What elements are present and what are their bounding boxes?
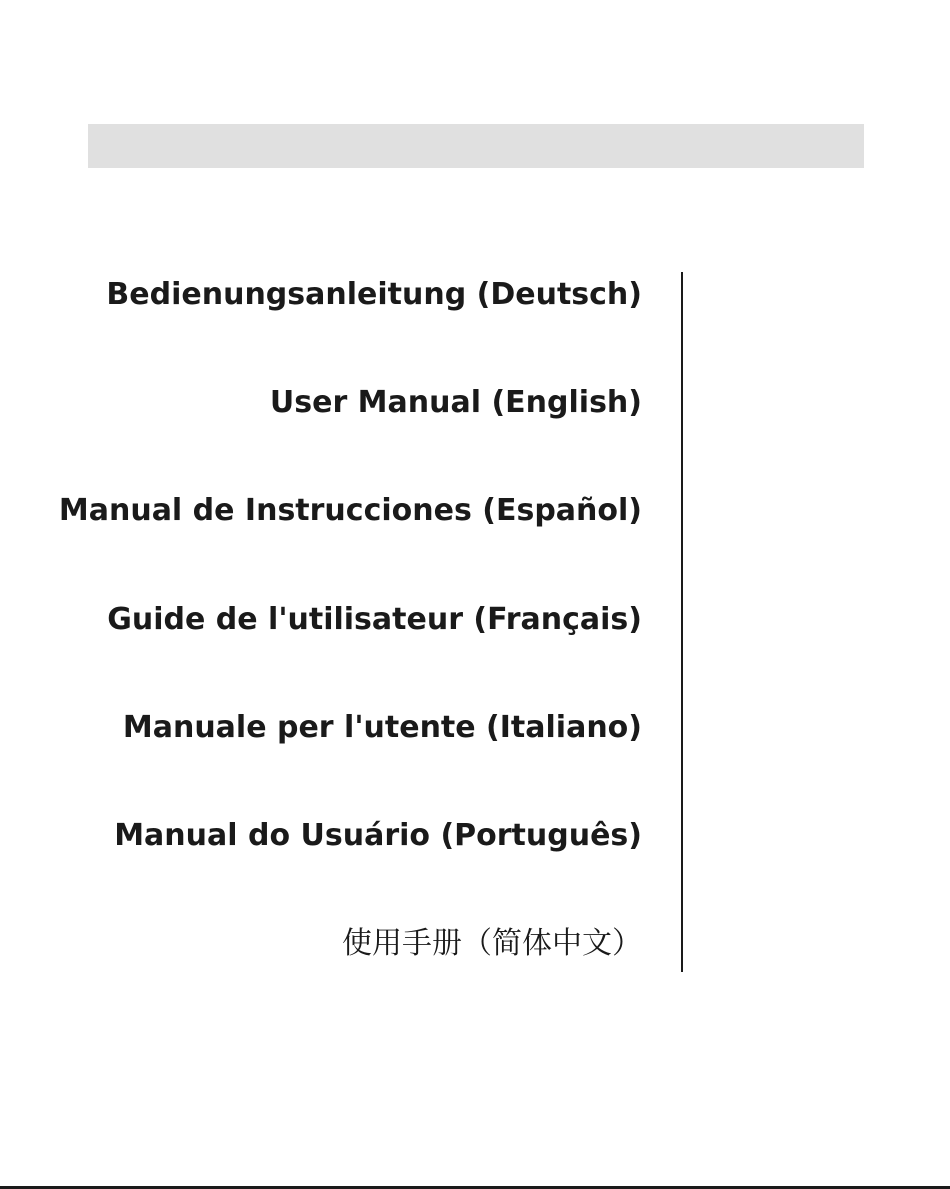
vertical-divider	[681, 272, 683, 972]
language-item-chinese: 使用手册（简体中文）	[342, 926, 642, 961]
language-item-portugues: Manual do Usuário (Português)	[114, 818, 642, 853]
language-item-english: User Manual (English)	[269, 385, 642, 420]
language-item-deutsch: Bedienungsanleitung (Deutsch)	[106, 277, 642, 312]
language-item-italiano: Manuale per l'utente (Italiano)	[122, 710, 642, 745]
language-item-espanol: Manual de Instrucciones (Español)	[58, 493, 642, 528]
language-item-francais: Guide de l'utilisateur (Français)	[107, 602, 642, 637]
